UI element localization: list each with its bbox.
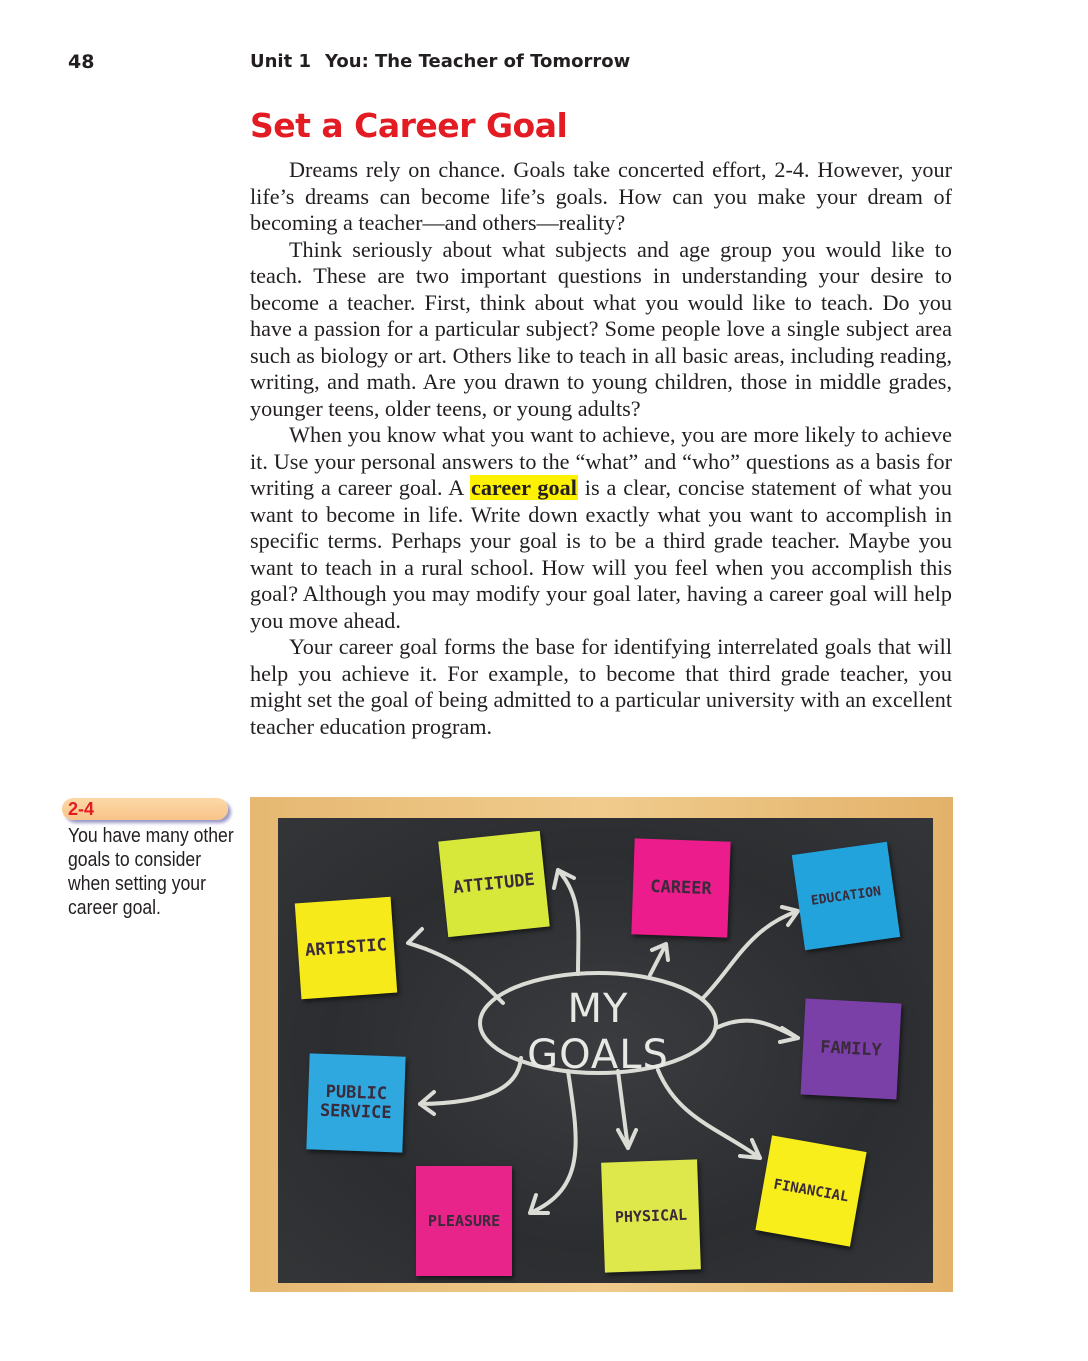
figure-caption [62, 798, 232, 920]
chalkboard [278, 818, 933, 1283]
arrow-attitude [554, 870, 578, 974]
paragraph-text: When you know what you want to achieve, you are more likely to achieve it. Use your personal answers to the “what” and “who” questions as a basis for writing a career goal. A [250, 422, 952, 500]
note-attitude: ATTITUDE [438, 831, 549, 937]
running-header [250, 51, 630, 72]
note-public-service: PUBLIC SERVICE [306, 1053, 405, 1152]
arrow-physical [618, 1071, 636, 1148]
center-label: MY GOALS [527, 986, 669, 1078]
note-financial: FINANCIAL [755, 1135, 866, 1246]
paragraph-text: is a clear, concise statement of what you want to become in life. Write down exactly what you want to accomplish in specific terms. Perhaps your goal is to be a third grade teacher. Maybe you want to teach in a rural school. How will you feel when you accomplish this goal? Although you may modify your goal later, having a career goal will help you move ahead. [250, 475, 952, 633]
arrow-artistic [408, 929, 503, 1003]
page-number: 48 [68, 51, 95, 73]
note-career: CAREER [631, 838, 730, 937]
unit-title: You: The Teacher of Tomorrow [325, 51, 631, 72]
caption-text: You have many other goals to consider when setting your career goal. [68, 825, 234, 919]
body-text [250, 157, 952, 740]
arrow-family [716, 1021, 798, 1042]
paragraph: Your career goal forms the base for identifying interrelated goals that will help you achieve it. For example, to become that third grade teacher, you might set the goal of being admitted to a particular university with an excellent teacher education program. [250, 634, 952, 739]
arrow-career [650, 944, 668, 975]
unit-label: Unit 1 [250, 51, 311, 72]
note-family: FAMILY [801, 999, 902, 1100]
note-physical: PHYSICAL [601, 1159, 701, 1272]
figure-chalkboard-photo [250, 797, 953, 1292]
figure-label: 2-4 [62, 798, 228, 820]
section-title: Set a Career Goal [250, 106, 568, 145]
paragraph [250, 422, 952, 634]
arrow-financial [658, 1070, 760, 1158]
arrow-pleasure [530, 1071, 576, 1213]
key-term-career-goal: career goal [470, 475, 577, 500]
paragraph: Dreams rely on chance. Goals take concerted effort, 2-4. However, your life’s dreams can become life’s goals. How can you make your dream of becoming a teacher—and others—reality? [250, 157, 952, 235]
paragraph: Think seriously about what subjects and age group you would like to teach. These are two important questions in understanding your desire to become a teacher. First, think about what you would like to teach. Do you have a passion for a particular subject? Some people love a single subject area such as biology or art. Others like to teach in all basic areas, including reading, writing, and math. Are you drawn to young children, those in middle grades, younger teens, older teens, or young adults? [250, 236, 952, 421]
note-artistic: ARTISTIC [295, 897, 397, 999]
note-pleasure: PLEASURE [416, 1166, 512, 1276]
note-education: EDUCATION [792, 842, 900, 950]
